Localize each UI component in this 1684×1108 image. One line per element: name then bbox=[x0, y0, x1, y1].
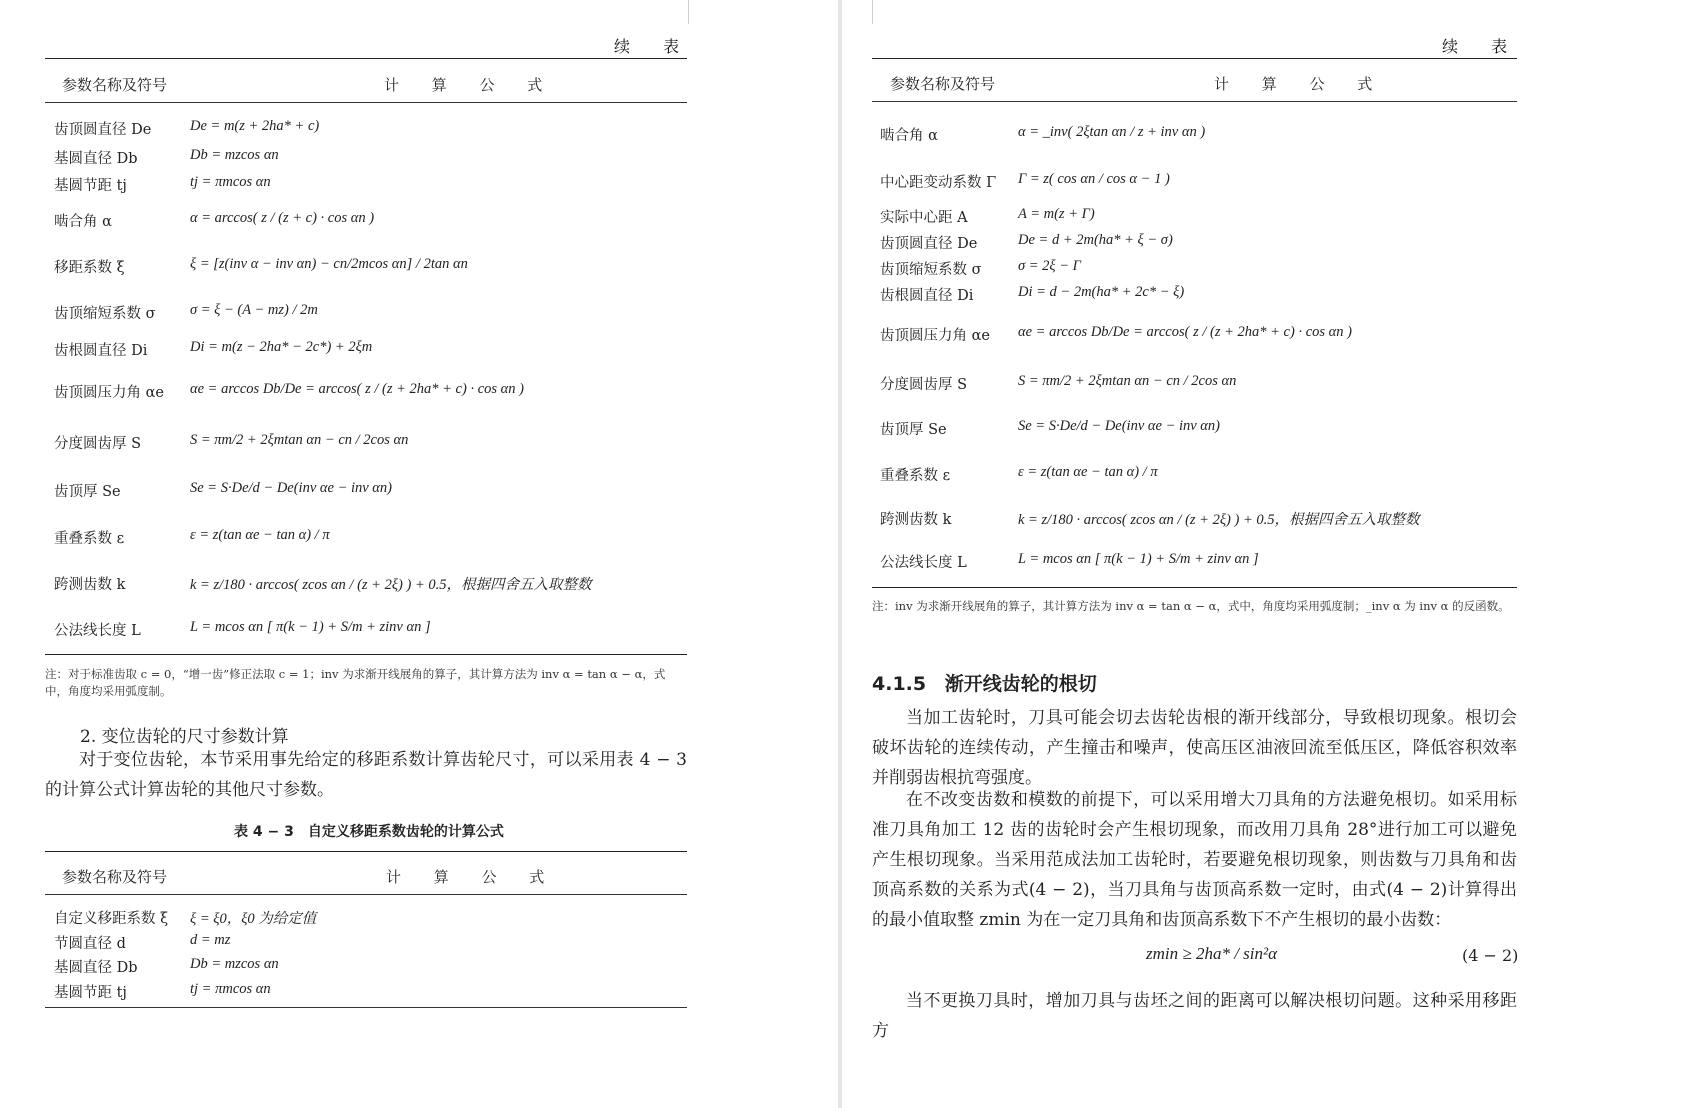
formula: De = m(z + 2ha* + c) bbox=[190, 118, 320, 134]
display-equation: zmin ≥ 2ha* / sin²α bbox=[1146, 944, 1278, 963]
section-number: 4.1.5 bbox=[872, 673, 927, 695]
formula: σ = ξ − (A − mz) / 2m bbox=[190, 302, 318, 318]
param-name: 重叠系数 ε bbox=[880, 468, 951, 484]
table-header-param: 参数名称及符号 bbox=[62, 76, 168, 94]
param-name: 齿顶缩短系数 σ bbox=[880, 262, 982, 278]
param-name: 实际中心距 A bbox=[880, 210, 968, 226]
continued-label: 续 表 bbox=[1442, 37, 1522, 56]
param-name: 啮合角 α bbox=[880, 128, 938, 144]
table2-top-rule bbox=[45, 851, 687, 852]
param-name: 基圆节距 tj bbox=[54, 178, 127, 194]
formula: α = arccos( z / (z + c) · cos αn ) bbox=[190, 210, 375, 226]
table-top-rule bbox=[872, 58, 1517, 59]
param-name: 跨测齿数 k bbox=[54, 577, 126, 593]
table-caption: 表 4 − 3 自定义移距系数齿轮的计算公式 bbox=[234, 824, 504, 840]
section-title: 渐开线齿轮的根切 bbox=[944, 673, 1097, 695]
param-name: 齿根圆直径 Di bbox=[54, 343, 148, 359]
table2-header-param: 参数名称及符号 bbox=[62, 868, 168, 886]
crop-mark bbox=[872, 0, 873, 24]
paragraph: 当加工齿轮时，刀具可能会切去齿轮齿根的渐开线部分，导致根切现象。根切会破坏齿轮的连续传动，产生撞击和噪声，使高压区油液回流至低压区，降低容积效率并削弱齿根抗弯强度。 bbox=[872, 708, 1517, 788]
right-page bbox=[842, 0, 1684, 1108]
formula: k = z/180 · arccos( zcos αn / (z + 2ξ) ) + 0.5，根据四舍五入取整数 bbox=[190, 577, 592, 593]
param-name: 齿根圆直径 Di bbox=[880, 288, 974, 304]
param-name: 节圆直径 d bbox=[54, 936, 126, 952]
paragraph: 当不更换刀具时，增加刀具与齿坯之间的距离可以解决根切问题。这种采用移距方 bbox=[872, 991, 1517, 1041]
formula: σ = 2ξ − Γ bbox=[1018, 258, 1081, 274]
formula: k = z/180 · arccos( zcos αn / (z + 2ξ) ) + 0.5，根据四舍五入取整数 bbox=[1018, 512, 1420, 528]
param-name: 齿顶圆压力角 αe bbox=[880, 328, 990, 344]
formula: Db = mzcos αn bbox=[190, 956, 279, 972]
formula: αe = arccos Db/De = arccos( z / (z + 2ha* + c) · cos αn ) bbox=[1018, 324, 1352, 340]
formula: L = mcos αn [ π(k − 1) + S/m + zinv αn ] bbox=[190, 619, 431, 635]
subheading: 2. 变位齿轮的尺寸参数计算 bbox=[80, 727, 289, 747]
formula: Se = S·De/d − De(inv αe − inv αn) bbox=[1018, 418, 1221, 434]
table2-header-rule bbox=[45, 894, 687, 895]
table-bottom-rule bbox=[45, 654, 687, 655]
param-name: 中心距变动系数 Γ bbox=[880, 175, 997, 191]
param-name: 重叠系数 ε bbox=[54, 531, 125, 547]
formula: tj = πmcos αn bbox=[190, 981, 271, 997]
param-name: 基圆节距 tj bbox=[54, 985, 127, 1001]
table-header-rule bbox=[872, 101, 1517, 102]
table2-bottom-rule bbox=[45, 1007, 687, 1008]
formula: Di = d − 2m(ha* + 2c* − ξ) bbox=[1018, 284, 1185, 300]
table2-header-formula: 计 算 公 式 bbox=[386, 868, 559, 886]
formula: Di = m(z − 2ha* − 2c*) + 2ξm bbox=[190, 339, 373, 355]
formula: ξ = ξ0，ξ0 为给定值 bbox=[190, 911, 317, 927]
formula: αe = arccos Db/De = arccos( z / (z + 2ha* + c) · cos αn ) bbox=[190, 381, 524, 397]
continued-label: 续 表 bbox=[614, 37, 694, 56]
param-name: 齿顶缩短系数 σ bbox=[54, 306, 156, 322]
formula: tj = πmcos αn bbox=[190, 174, 271, 190]
param-name: 齿顶厚 Se bbox=[880, 422, 947, 438]
formula: α = _inv( 2ξtan αn / z + inv αn ) bbox=[1018, 124, 1206, 140]
param-name: 齿顶圆压力角 αe bbox=[54, 385, 164, 401]
param-name: 分度圆齿厚 S bbox=[54, 436, 142, 452]
formula: Se = S·De/d − De(inv αe − inv αn) bbox=[190, 480, 393, 496]
left-page bbox=[0, 0, 840, 1108]
param-name: 移距系数 ξ bbox=[54, 260, 125, 276]
table-header-param: 参数名称及符号 bbox=[890, 75, 996, 93]
formula: S = πm/2 + 2ξmtan αn − cn / 2cos αn bbox=[190, 432, 409, 448]
table-header-formula: 计 算 公 式 bbox=[384, 76, 557, 94]
param-name: 齿顶圆直径 De bbox=[54, 122, 152, 138]
param-name: 公法线长度 L bbox=[54, 623, 141, 639]
formula: d = mz bbox=[190, 932, 231, 948]
paragraph: 对于变位齿轮，本节采用事先给定的移距系数计算齿轮尺寸，可以采用表 4 − 3 的计算公式计算齿轮的其他尺寸参数。 bbox=[45, 750, 687, 800]
formula: ξ = [z(inv α − inv αn) − cn/2mcos αn] / 2tan αn bbox=[190, 256, 468, 272]
formula: Db = mzcos αn bbox=[190, 147, 279, 163]
formula: ε = z(tan αe − tan α) / π bbox=[1018, 464, 1158, 480]
table-note: 注：inv 为求渐开线展角的算子，其计算方法为 inv α = tan α − α，式中，角度均采用弧度制；_inv α 为 inv α 的反函数。 bbox=[872, 599, 1510, 613]
formula: ε = z(tan αe − tan α) / π bbox=[190, 527, 330, 543]
param-name: 齿顶圆直径 De bbox=[880, 236, 978, 252]
formula: L = mcos αn [ π(k − 1) + S/m + zinv αn ] bbox=[1018, 551, 1259, 567]
formula: S = πm/2 + 2ξmtan αn − cn / 2cos αn bbox=[1018, 373, 1237, 389]
equation-number: (4 − 2) bbox=[1462, 946, 1519, 965]
param-name: 分度圆齿厚 S bbox=[880, 377, 968, 393]
table-bottom-rule bbox=[872, 587, 1517, 588]
formula: A = m(z + Γ) bbox=[1018, 206, 1095, 222]
table-header-formula: 计 算 公 式 bbox=[1214, 75, 1387, 93]
crop-mark bbox=[688, 0, 689, 24]
formula: De = d + 2m(ha* + ξ − σ) bbox=[1018, 232, 1173, 248]
param-name: 跨测齿数 k bbox=[880, 512, 952, 528]
table-top-rule bbox=[45, 58, 687, 59]
formula: Γ = z( cos αn / cos α − 1 ) bbox=[1018, 171, 1170, 187]
section-heading bbox=[872, 669, 1097, 696]
param-name: 基圆直径 Db bbox=[54, 960, 138, 976]
param-name: 基圆直径 Db bbox=[54, 151, 138, 167]
param-name: 齿顶厚 Se bbox=[54, 484, 121, 500]
param-name: 自定义移距系数 ξ bbox=[54, 911, 169, 927]
param-name: 啮合角 α bbox=[54, 214, 112, 230]
paragraph: 在不改变齿数和模数的前提下，可以采用增大刀具角的方法避免根切。如采用标准刀具角加工 12 齿的齿轮时会产生根切现象，而改用刀具角 28°进行加工可以避免产生根切现象。当采用范成法加工齿轮时，若要避免根切现象，则齿数与刀具角和齿顶高系数的关系为式(4 − 2)，当刀具角与齿顶高系数一定时，由式(4 − 2)计算得出的最小值取整 zmin 为在一定刀具角和齿顶高系数下不产生根切的最小齿数： bbox=[872, 790, 1517, 930]
param-name: 公法线长度 L bbox=[880, 555, 967, 571]
table-header-rule bbox=[45, 102, 687, 103]
table-note: 注：对于标准齿取 c = 0，“增一齿”修正法取 c = 1；inv 为求渐开线展角的算子，其计算方法为 inv α = tan α − α，式中，角度均采用弧度制。 bbox=[45, 667, 666, 698]
